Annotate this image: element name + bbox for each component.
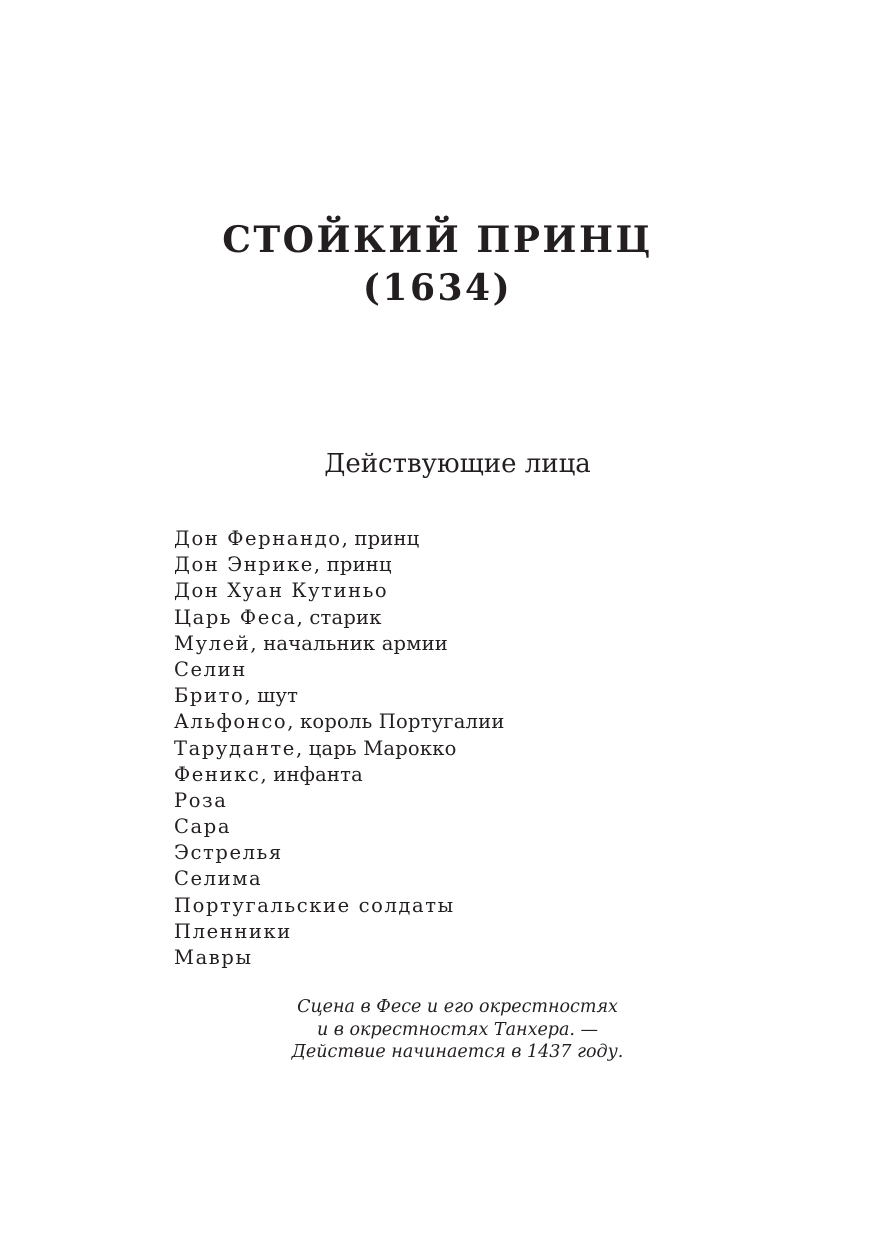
character-separator: , — [287, 710, 301, 734]
setting-note — [0, 996, 875, 1064]
character-role: принц — [354, 527, 420, 550]
character-entry — [174, 762, 505, 788]
character-entry — [174, 578, 505, 604]
character-entry — [174, 526, 505, 552]
character-name: Царь Феса — [174, 605, 297, 629]
character-role: начальник армии — [263, 631, 448, 655]
character-entry — [174, 552, 505, 578]
character-name: Дон Фернандо — [174, 527, 342, 550]
character-name: Селима — [174, 867, 263, 891]
character-entry — [174, 893, 505, 919]
character-separator: , — [244, 684, 258, 708]
setting-line: и в окрестностях Танхера. — — [316, 1019, 599, 1040]
character-entry — [174, 736, 505, 762]
character-name: Селин — [174, 657, 247, 681]
play-year: (1634) — [362, 267, 513, 309]
character-name: Феникс — [174, 762, 261, 786]
character-separator: , — [295, 736, 309, 760]
dramatis-personae-heading: Действующие лица — [324, 449, 591, 479]
character-name: Роза — [174, 788, 228, 812]
character-entry — [174, 631, 505, 657]
character-separator: , — [260, 762, 274, 786]
character-role: король Португалии — [300, 710, 505, 734]
character-role: старик — [309, 605, 382, 629]
character-role: царь Марокко — [308, 736, 457, 760]
character-separator: , — [341, 527, 355, 550]
character-name: Пленники — [174, 919, 292, 943]
character-name: Сара — [174, 815, 232, 839]
character-list — [174, 526, 505, 971]
character-entry — [174, 683, 505, 709]
character-role: шут — [257, 684, 299, 708]
character-separator: , — [296, 605, 310, 629]
character-role: принц — [326, 553, 392, 577]
character-entry — [174, 840, 505, 866]
character-name: Дон Энрике — [174, 553, 314, 577]
character-entry — [174, 919, 505, 945]
character-name: Брито — [174, 684, 245, 708]
character-role: инфанта — [273, 762, 363, 786]
character-name: Альфонсо — [174, 710, 288, 734]
character-name: Эстрелья — [174, 841, 283, 865]
character-name: Таруданте — [174, 736, 296, 760]
character-entry — [174, 945, 505, 971]
character-separator: , — [250, 631, 264, 655]
character-entry — [174, 709, 505, 735]
character-entry — [174, 605, 505, 631]
play-title: СТОЙКИЙ ПРИНЦ — [222, 219, 653, 261]
setting-line: Сцена в Фесе и его окрестностях — [297, 997, 618, 1017]
character-name: Дон Хуан Кутиньо — [174, 579, 389, 603]
setting-line: Действие начинается в 1437 году. — [291, 1042, 624, 1062]
character-separator: , — [313, 553, 327, 577]
character-name: Португальские солдаты — [174, 893, 455, 917]
character-name: Мавры — [174, 946, 253, 969]
character-entry — [174, 657, 505, 683]
character-name: Мулей — [174, 631, 251, 655]
character-entry — [174, 788, 505, 814]
character-entry — [174, 814, 505, 840]
character-entry — [174, 866, 505, 892]
